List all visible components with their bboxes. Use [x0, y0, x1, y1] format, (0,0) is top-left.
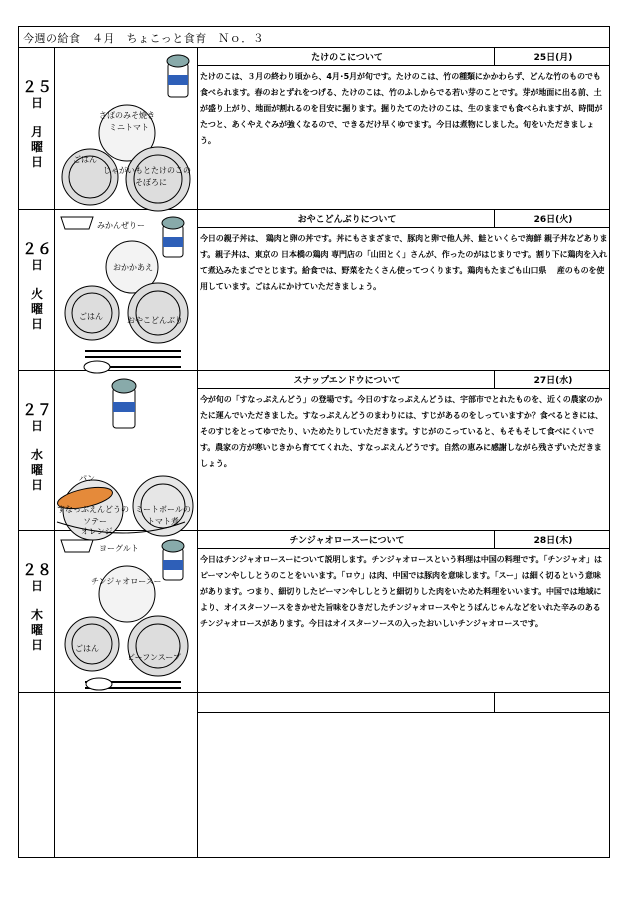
day-number: ２８	[21, 561, 52, 579]
section-text: 今日はチンジャオロースーについて説明します。チンジャオロースという料理は中国の料理です。「チンジャオ」はピーマンやししとうのことをいいます。「ロウ」は肉、中国では豚肉を意味します。「スー」は細く切るという意味があります。つまり、細切りしたピーマンやししとうと細切りした肉をいためた料理をいいます。中国では地域により、オイスターソースをきかせた旨味をひきだしたチンジャオロースやとうばんじゃんなどをいれた辛みのあるチンジャオロースがあります。今日はオイスターソースの入ったおいしいチンジャオロースです。	[200, 555, 602, 628]
section-date: 26日(火)	[533, 215, 573, 225]
divider	[197, 47, 198, 857]
section-date: 25日(月)	[533, 53, 573, 63]
meal-illustration	[55, 372, 197, 536]
section-text: 今が旬の「すなっぷえんどう」の登場です。今日のすなっぷえんどうは、宇部市でとれたものを、近くの農家のかたに運んでいただきました。すなっぷえんどうのまわりには、すじがあるのをしっていますか？食べるときには、そのすじをとってゆでたり、いためたりしていただきます。すじがのこっていると、もそもそして食べにくいです。農家の方が寒いじきから育ててくれた、すなっぷえんどうです。自然の恵みに感謝しながら残さずいただきましょう。	[200, 395, 603, 468]
weekday-char: 火	[30, 287, 43, 301]
weekday-char: 曜	[30, 463, 43, 477]
dish-label: パン	[79, 474, 95, 483]
milk-bottle-icon	[112, 379, 136, 428]
day-number: ２７	[21, 401, 52, 419]
divider	[198, 227, 609, 228]
weekday-char: 曜	[30, 623, 43, 637]
meal-drawing	[55, 211, 197, 371]
divider	[19, 47, 609, 48]
meal-illustration	[55, 49, 197, 209]
day-label	[19, 79, 55, 170]
dish-label: おやこどんぶり	[127, 316, 183, 325]
milk-bottle-icon	[167, 55, 189, 97]
dish-label: おかかあえ	[113, 263, 153, 272]
dish-label: ごはん	[73, 155, 97, 164]
dish-label: ソテー	[83, 517, 107, 526]
dish-label: さばのみそ焼き	[99, 111, 155, 120]
weekday-char: 日	[30, 638, 43, 652]
dish-label: ビーフンスープ	[127, 653, 181, 662]
divider	[198, 65, 609, 66]
dish-label: じゃがいもとたけのこの	[103, 166, 191, 175]
section-title: スナップエンドウについて	[293, 376, 401, 386]
divider	[198, 548, 609, 549]
day-char: 日	[30, 579, 43, 593]
dish-label: そぼろに	[135, 178, 167, 187]
weekday-char: 日	[30, 317, 43, 331]
divider	[19, 209, 609, 210]
divider	[198, 712, 609, 713]
section-title: おやこどんぶりについて	[297, 215, 397, 225]
divider	[494, 692, 495, 712]
meal-illustration	[55, 211, 197, 371]
dish-label: チンジャオロースー	[91, 577, 162, 586]
day-label	[19, 241, 55, 332]
weekday-char: 日	[30, 155, 43, 169]
dish-label: トマト煮	[147, 517, 179, 526]
day-label	[19, 402, 55, 493]
divider	[19, 692, 609, 693]
day-char: 日	[30, 96, 43, 110]
dish-label: オレンジ	[81, 527, 113, 536]
weekday-char: 曜	[30, 140, 43, 154]
section-title: チンジャオロースーについて	[289, 536, 405, 546]
weekday-char: 水	[30, 448, 43, 462]
dish-label: すなっぷえんどうの	[57, 505, 129, 514]
day-number: ２６	[21, 240, 52, 258]
section-text: たけのこは、３月の終わり頃から、4月･5月が旬です。たけのこは、竹の種類にかかわらず、どんな竹のものでも食べられます。春のおとずれをつげる、たけのこは、竹のふしからでる若い芽のことです。芽が地面に出る前、土が盛り上がり、地面が割れるのを目安に掘ります。掘りたてのたけのこは、生のままでも食べられますが、時間がたつと、あくやえぐみが強くなるので、できるだけ早くゆでます。今日は煮物にしました。旬をいただきましょう。	[200, 72, 603, 145]
dish-label: ヨーグルト	[99, 544, 139, 553]
day-char: 日	[30, 419, 43, 433]
divider	[198, 388, 609, 389]
page-title: 今週の給食 ４月 ちょこっと食育 Ｎｏ．３	[23, 32, 265, 45]
milk-bottle-icon	[162, 217, 184, 257]
dish-label: ごはん	[75, 644, 99, 653]
dish-label: ごはん	[79, 312, 103, 321]
milk-bottle-icon	[162, 540, 184, 580]
section-date: 28日(木)	[533, 536, 573, 546]
weekday-char: 木	[30, 608, 43, 622]
section-date: 27日(水)	[533, 376, 573, 386]
day-char: 日	[30, 258, 43, 272]
dish-label: ミートボールの	[135, 505, 191, 514]
dish-label: ミニトマト	[109, 123, 149, 132]
day-number: ２５	[21, 78, 52, 96]
section-text: 今日の親子丼は、 鶏肉と卵の丼です。丼にもさまざまで、豚肉と卵で他人丼、鮭といくらで海鮮 親子丼などあります。親子丼は、東京の 日本橋の鶏肉 専門店の「山田とく」さんが、作ったのがはじまりです。割り下に鶏肉を入れて煮込みたまごでとじます。給食では、野菜をたくさん使ってつくります。鶏肉もたまごも山口県 産のものを使用しています。ごはんにかけていただきましょう。	[200, 234, 608, 291]
menu-sheet	[18, 26, 610, 858]
weekday-char: 曜	[30, 302, 43, 316]
dish-label: みかんぜりー	[97, 221, 145, 230]
section-title: たけのこについて	[311, 53, 383, 63]
meal-drawing	[55, 532, 197, 692]
meal-illustration	[55, 532, 197, 692]
day-label	[19, 562, 55, 653]
weekday-char: 日	[30, 478, 43, 492]
weekday-char: 月	[30, 125, 43, 139]
